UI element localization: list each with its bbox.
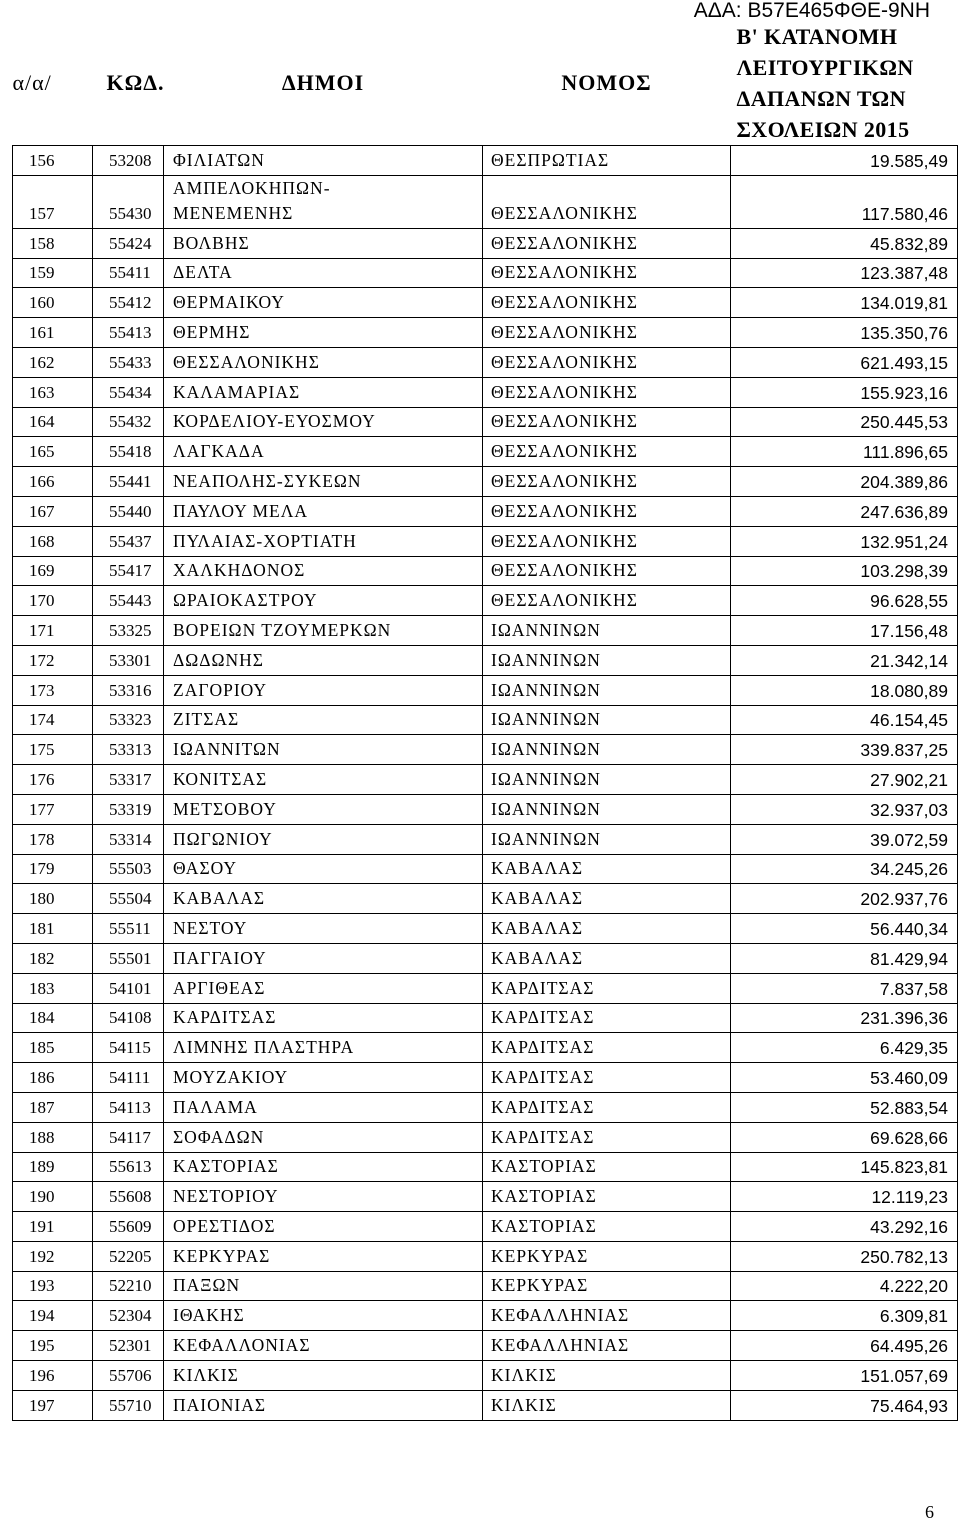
municipality-code: 55417: [93, 556, 164, 586]
prefecture-name: ΚΑΣΤΟΡΙΑΣ: [483, 1182, 731, 1212]
municipality-code: 55440: [93, 496, 164, 526]
municipality-name: ΘΑΣΟΥ: [164, 854, 483, 884]
row-number: 191: [13, 1212, 93, 1242]
row-number: 158: [13, 228, 93, 258]
row-number: 163: [13, 377, 93, 407]
prefecture-name: ΘΕΣΣΑΛΟΝΙΚΗΣ: [483, 407, 731, 437]
table-row: [13, 645, 958, 675]
table-row: [13, 914, 958, 944]
municipality-code: 52304: [93, 1301, 164, 1331]
allocation-amount: 134.019,81: [731, 288, 958, 318]
municipality-name: ΚΑΛΑΜΑΡΙΑΣ: [164, 377, 483, 407]
row-number: 166: [13, 467, 93, 497]
municipality-code: 53323: [93, 705, 164, 735]
municipality-code: 55433: [93, 347, 164, 377]
prefecture-name: ΚΙΛΚΙΣ: [483, 1361, 731, 1391]
row-number: 170: [13, 586, 93, 616]
municipality-code: 53317: [93, 765, 164, 795]
allocation-table-sheet: [12, 20, 957, 1421]
allocation-amount: 18.080,89: [731, 675, 958, 705]
allocation-amount: 69.628,66: [731, 1122, 958, 1152]
municipality-code: 55441: [93, 467, 164, 497]
prefecture-name: ΚΑΡΔΙΤΣΑΣ: [483, 1003, 731, 1033]
table-row: [13, 616, 958, 646]
municipality-name: ΠΑΞΩΝ: [164, 1271, 483, 1301]
municipality-name: ΚΙΛΚΙΣ: [164, 1361, 483, 1391]
prefecture-name: ΚΙΛΚΙΣ: [483, 1390, 731, 1420]
row-number: 161: [13, 318, 93, 348]
allocation-amount: 7.837,58: [731, 973, 958, 1003]
allocation-amount: 96.628,55: [731, 586, 958, 616]
row-number: 167: [13, 496, 93, 526]
table-row: [13, 1033, 958, 1063]
municipality-code: 55503: [93, 854, 164, 884]
prefecture-name: ΙΩΑΝΝΙΝΩΝ: [483, 645, 731, 675]
row-number: 172: [13, 645, 93, 675]
table-row: [13, 146, 958, 176]
allocation-amount: 53.460,09: [731, 1063, 958, 1093]
row-number: 197: [13, 1390, 93, 1420]
municipality-name: ΙΘΑΚΗΣ: [164, 1301, 483, 1331]
municipality-code: 53208: [93, 146, 164, 176]
prefecture-name: ΘΕΣΣΑΛΟΝΙΚΗΣ: [483, 347, 731, 377]
row-number: 156: [13, 146, 93, 176]
allocation-amount: 247.636,89: [731, 496, 958, 526]
prefecture-name: ΘΕΣΣΑΛΟΝΙΚΗΣ: [483, 467, 731, 497]
table-row: [13, 347, 958, 377]
allocation-amount: 621.493,15: [731, 347, 958, 377]
prefecture-name: ΚΑΒΑΛΑΣ: [483, 943, 731, 973]
municipality-code: 55504: [93, 884, 164, 914]
municipality-name: ΚΑΣΤΟΡΙΑΣ: [164, 1152, 483, 1182]
municipality-code: 54113: [93, 1092, 164, 1122]
allocation-amount: 135.350,76: [731, 318, 958, 348]
row-number: 187: [13, 1092, 93, 1122]
municipality-name: ΑΡΓΙΘΕΑΣ: [164, 973, 483, 1003]
row-number: 183: [13, 973, 93, 1003]
municipality-code: 55511: [93, 914, 164, 944]
municipality-name: ΛΑΓΚΑΔΑ: [164, 437, 483, 467]
municipality-name: ΖΙΤΣΑΣ: [164, 705, 483, 735]
municipality-code: 55418: [93, 437, 164, 467]
municipality-code: 55413: [93, 318, 164, 348]
municipality-name: ΔΩΔΩΝΗΣ: [164, 645, 483, 675]
municipality-name: ΟΡΕΣΤΙΔΟΣ: [164, 1212, 483, 1242]
table-row: [13, 1301, 958, 1331]
prefecture-name: ΚΑΡΔΙΤΣΑΣ: [483, 973, 731, 1003]
allocation-amount: 6.429,35: [731, 1033, 958, 1063]
municipality-name: ΘΕΣΣΑΛΟΝΙΚΗΣ: [164, 347, 483, 377]
table-row: [13, 1241, 958, 1271]
allocation-amount: 111.896,65: [731, 437, 958, 467]
municipality-name: ΜΟΥΖΑΚΙΟΥ: [164, 1063, 483, 1093]
allocation-amount: 250.782,13: [731, 1241, 958, 1271]
table-row: [13, 496, 958, 526]
prefecture-name: ΘΕΣΣΑΛΟΝΙΚΗΣ: [483, 318, 731, 348]
municipality-name: ΘΕΡΜΑΙΚΟΥ: [164, 288, 483, 318]
municipality-code: 55710: [93, 1390, 164, 1420]
municipality-code: 55443: [93, 586, 164, 616]
prefecture-name: ΚΑΒΑΛΑΣ: [483, 884, 731, 914]
table-row: [13, 675, 958, 705]
prefecture-name: ΙΩΑΝΝΙΝΩΝ: [483, 735, 731, 765]
allocation-amount: 250.445,53: [731, 407, 958, 437]
allocation-amount: 32.937,03: [731, 794, 958, 824]
municipality-name: ΚΟΝΙΤΣΑΣ: [164, 765, 483, 795]
row-number: 182: [13, 943, 93, 973]
prefecture-name: ΙΩΑΝΝΙΝΩΝ: [483, 824, 731, 854]
allocation-amount: 6.309,81: [731, 1301, 958, 1331]
header-allocation-line: ΔΑΠΑΝΩΝ ΤΩΝ: [736, 85, 906, 111]
table-row: [13, 824, 958, 854]
municipality-name: ΚΕΦΑΛΛΟΝΙΑΣ: [164, 1331, 483, 1361]
allocation-amount: 145.823,81: [731, 1152, 958, 1182]
row-number: 180: [13, 884, 93, 914]
prefecture-name: ΘΕΣΠΡΩΤΙΑΣ: [483, 146, 731, 176]
prefecture-name: ΚΕΦΑΛΛΗΝΙΑΣ: [483, 1301, 731, 1331]
municipality-code: 55430: [93, 175, 164, 228]
table-header: [13, 20, 958, 146]
municipality-name: ΛΙΜΝΗΣ ΠΛΑΣΤΗΡΑ: [164, 1033, 483, 1063]
allocation-amount: 12.119,23: [731, 1182, 958, 1212]
row-number: 160: [13, 288, 93, 318]
allocation-amount: 64.495,26: [731, 1331, 958, 1361]
header-allocation-line: ΣΧΟΛΕΙΩΝ 2015: [736, 116, 910, 142]
municipality-name: ΠΑΙΟΝΙΑΣ: [164, 1390, 483, 1420]
municipality-code: 55613: [93, 1152, 164, 1182]
table-body: [13, 146, 958, 1421]
allocation-amount: 45.832,89: [731, 228, 958, 258]
prefecture-name: ΘΕΣΣΑΛΟΝΙΚΗΣ: [483, 228, 731, 258]
prefecture-name: ΘΕΣΣΑΛΟΝΙΚΗΣ: [483, 377, 731, 407]
allocation-amount: 75.464,93: [731, 1390, 958, 1420]
table-row: [13, 765, 958, 795]
municipality-code: 53301: [93, 645, 164, 675]
table-row: [13, 884, 958, 914]
header-municipality: ΔΗΜΟΙ: [281, 69, 365, 95]
municipality-name: ΠΩΓΩΝΙΟΥ: [164, 824, 483, 854]
table-row: [13, 1271, 958, 1301]
header-serial-number: α/α/: [12, 69, 52, 95]
prefecture-name: ΙΩΑΝΝΙΝΩΝ: [483, 765, 731, 795]
municipality-code: 52205: [93, 1241, 164, 1271]
municipality-code: 55434: [93, 377, 164, 407]
row-number: 157: [13, 175, 93, 228]
table-row: [13, 228, 958, 258]
row-number: 169: [13, 556, 93, 586]
table-row: [13, 1182, 958, 1212]
allocation-amount: 17.156,48: [731, 616, 958, 646]
municipality-code: 55501: [93, 943, 164, 973]
row-number: 189: [13, 1152, 93, 1182]
municipality-code: 55608: [93, 1182, 164, 1212]
page-number: 6: [925, 1502, 934, 1522]
municipality-code: 54101: [93, 973, 164, 1003]
row-number: 165: [13, 437, 93, 467]
row-number: 178: [13, 824, 93, 854]
row-number: 195: [13, 1331, 93, 1361]
table-row: [13, 377, 958, 407]
municipality-name: ΦΙΛΙΑΤΩΝ: [164, 146, 483, 176]
municipality-code: 54111: [93, 1063, 164, 1093]
prefecture-name: ΙΩΑΝΝΙΝΩΝ: [483, 705, 731, 735]
municipality-name: ΚΑΡΔΙΤΣΑΣ: [164, 1003, 483, 1033]
allocation-amount: 231.396,36: [731, 1003, 958, 1033]
prefecture-name: ΚΕΦΑΛΛΗΝΙΑΣ: [483, 1331, 731, 1361]
prefecture-name: ΘΕΣΣΑΛΟΝΙΚΗΣ: [483, 556, 731, 586]
row-number: 190: [13, 1182, 93, 1212]
table-row: [13, 1152, 958, 1182]
municipality-name: ΧΑΛΚΗΔΟΝΟΣ: [164, 556, 483, 586]
table-row: [13, 437, 958, 467]
allocation-table: [12, 20, 958, 1421]
allocation-amount: 81.429,94: [731, 943, 958, 973]
row-number: 174: [13, 705, 93, 735]
prefecture-name: ΚΑΣΤΟΡΙΑΣ: [483, 1212, 731, 1242]
municipality-code: 55706: [93, 1361, 164, 1391]
table-row: [13, 1212, 958, 1242]
municipality-code: 53314: [93, 824, 164, 854]
municipality-name: ΑΜΠΕΛΟΚΗΠΩΝ- ΜΕΝΕΜΕΝΗΣ: [164, 175, 483, 228]
table-row: [13, 586, 958, 616]
municipality-name: ΙΩΑΝΝΙΤΩΝ: [164, 735, 483, 765]
header-allocation-line: ΛΕΙΤΟΥΡΓΙΚΩΝ: [736, 54, 914, 80]
allocation-amount: 123.387,48: [731, 258, 958, 288]
allocation-amount: 19.585,49: [731, 146, 958, 176]
municipality-name: ΝΕΑΠΟΛΗΣ-ΣΥΚΕΩΝ: [164, 467, 483, 497]
table-row: [13, 735, 958, 765]
prefecture-name: ΘΕΣΣΑΛΟΝΙΚΗΣ: [483, 526, 731, 556]
row-number: 186: [13, 1063, 93, 1093]
municipality-name: ΠΑΓΓΑΙΟΥ: [164, 943, 483, 973]
allocation-amount: 117.580,46: [731, 175, 958, 228]
table-row: [13, 1003, 958, 1033]
ada-number: ΑΔΑ: Β57Ε465ΦΘΕ-9ΝΗ: [693, 0, 930, 22]
prefecture-name: ΚΑΒΑΛΑΣ: [483, 854, 731, 884]
municipality-name: ΒΟΛΒΗΣ: [164, 228, 483, 258]
row-number: 162: [13, 347, 93, 377]
prefecture-name: ΘΕΣΣΑΛΟΝΙΚΗΣ: [483, 258, 731, 288]
municipality-name: ΩΡΑΙΟΚΑΣΤΡΟΥ: [164, 586, 483, 616]
table-row: [13, 973, 958, 1003]
allocation-amount: 204.389,86: [731, 467, 958, 497]
table-row: [13, 943, 958, 973]
allocation-amount: 4.222,20: [731, 1271, 958, 1301]
municipality-code: 53316: [93, 675, 164, 705]
table-row: [13, 1361, 958, 1391]
allocation-amount: 39.072,59: [731, 824, 958, 854]
prefecture-name: ΚΑΡΔΙΤΣΑΣ: [483, 1092, 731, 1122]
row-number: 179: [13, 854, 93, 884]
municipality-name: ΚΕΡΚΥΡΑΣ: [164, 1241, 483, 1271]
table-row: [13, 1390, 958, 1420]
table-row: [13, 258, 958, 288]
allocation-amount: 46.154,45: [731, 705, 958, 735]
municipality-code: 55412: [93, 288, 164, 318]
municipality-name: ΝΕΣΤΟΥ: [164, 914, 483, 944]
allocation-amount: 34.245,26: [731, 854, 958, 884]
municipality-name: ΝΕΣΤΟΡΙΟΥ: [164, 1182, 483, 1212]
table-row: [13, 556, 958, 586]
row-number: 184: [13, 1003, 93, 1033]
prefecture-name: ΚΑΡΔΙΤΣΑΣ: [483, 1063, 731, 1093]
allocation-amount: 52.883,54: [731, 1092, 958, 1122]
row-number: 164: [13, 407, 93, 437]
prefecture-name: ΚΕΡΚΥΡΑΣ: [483, 1241, 731, 1271]
row-number: 192: [13, 1241, 93, 1271]
row-number: 185: [13, 1033, 93, 1063]
header-prefecture: ΝΟΜΟΣ: [561, 69, 652, 95]
prefecture-name: ΙΩΑΝΝΙΝΩΝ: [483, 616, 731, 646]
prefecture-name: ΘΕΣΣΑΛΟΝΙΚΗΣ: [483, 288, 731, 318]
table-row: [13, 1331, 958, 1361]
header-allocation-line: Β' ΚΑΤΑΝΟΜΗ: [736, 23, 898, 49]
table-row: [13, 526, 958, 556]
prefecture-name: ΘΕΣΣΑΛΟΝΙΚΗΣ: [483, 175, 731, 228]
prefecture-name: ΙΩΑΝΝΙΝΩΝ: [483, 675, 731, 705]
municipality-name: ΠΥΛΑΙΑΣ-ΧΟΡΤΙΑΤΗ: [164, 526, 483, 556]
prefecture-name: ΘΕΣΣΑΛΟΝΙΚΗΣ: [483, 496, 731, 526]
table-row: [13, 794, 958, 824]
municipality-code: 53313: [93, 735, 164, 765]
municipality-name: ΒΟΡΕΙΩΝ ΤΖΟΥΜΕΡΚΩΝ: [164, 616, 483, 646]
municipality-code: 53325: [93, 616, 164, 646]
prefecture-name: ΘΕΣΣΑΛΟΝΙΚΗΣ: [483, 586, 731, 616]
table-row: [13, 288, 958, 318]
row-number: 173: [13, 675, 93, 705]
municipality-name: ΜΕΤΣΟΒΟΥ: [164, 794, 483, 824]
prefecture-name: ΚΑΣΤΟΡΙΑΣ: [483, 1152, 731, 1182]
allocation-amount: 202.937,76: [731, 884, 958, 914]
municipality-code: 55424: [93, 228, 164, 258]
row-number: 175: [13, 735, 93, 765]
allocation-amount: 27.902,21: [731, 765, 958, 795]
row-number: 181: [13, 914, 93, 944]
municipality-name: ΖΑΓΟΡΙΟΥ: [164, 675, 483, 705]
allocation-amount: 103.298,39: [731, 556, 958, 586]
municipality-code: 55609: [93, 1212, 164, 1242]
table-row: [13, 407, 958, 437]
municipality-name: ΔΕΛΤΑ: [164, 258, 483, 288]
municipality-name: ΠΑΥΛΟΥ ΜΕΛΑ: [164, 496, 483, 526]
allocation-amount: 339.837,25: [731, 735, 958, 765]
allocation-amount: 155.923,16: [731, 377, 958, 407]
table-row: [13, 1092, 958, 1122]
municipality-name: ΚΑΒΑΛΑΣ: [164, 884, 483, 914]
municipality-code: 54115: [93, 1033, 164, 1063]
table-row: [13, 1122, 958, 1152]
municipality-name: ΠΑΛΑΜΑ: [164, 1092, 483, 1122]
allocation-amount: 56.440,34: [731, 914, 958, 944]
table-row: [13, 175, 958, 228]
allocation-amount: 132.951,24: [731, 526, 958, 556]
prefecture-name: ΙΩΑΝΝΙΝΩΝ: [483, 794, 731, 824]
municipality-code: 52210: [93, 1271, 164, 1301]
header-row: [13, 20, 958, 146]
municipality-code: 54108: [93, 1003, 164, 1033]
row-number: 159: [13, 258, 93, 288]
prefecture-name: ΚΑΡΔΙΤΣΑΣ: [483, 1033, 731, 1063]
table-row: [13, 705, 958, 735]
municipality-code: 55437: [93, 526, 164, 556]
municipality-code: 55411: [93, 258, 164, 288]
municipality-code: 54117: [93, 1122, 164, 1152]
municipality-name: ΣΟΦΑΔΩΝ: [164, 1122, 483, 1152]
row-number: 196: [13, 1361, 93, 1391]
prefecture-name: ΚΑΒΑΛΑΣ: [483, 914, 731, 944]
table-row: [13, 318, 958, 348]
table-row: [13, 854, 958, 884]
header-code: ΚΩΔ.: [106, 69, 165, 95]
municipality-name: ΚΟΡΔΕΛΙΟΥ-ΕΥΟΣΜΟΥ: [164, 407, 483, 437]
row-number: 171: [13, 616, 93, 646]
table-row: [13, 467, 958, 497]
header-allocation: [731, 20, 958, 146]
row-number: 168: [13, 526, 93, 556]
row-number: 176: [13, 765, 93, 795]
allocation-amount: 21.342,14: [731, 645, 958, 675]
allocation-amount: 151.057,69: [731, 1361, 958, 1391]
row-number: 194: [13, 1301, 93, 1331]
municipality-code: 53319: [93, 794, 164, 824]
municipality-code: 55432: [93, 407, 164, 437]
prefecture-name: ΚΕΡΚΥΡΑΣ: [483, 1271, 731, 1301]
prefecture-name: ΘΕΣΣΑΛΟΝΙΚΗΣ: [483, 437, 731, 467]
allocation-amount: 43.292,16: [731, 1212, 958, 1242]
table-row: [13, 1063, 958, 1093]
row-number: 188: [13, 1122, 93, 1152]
municipality-name: ΘΕΡΜΗΣ: [164, 318, 483, 348]
row-number: 193: [13, 1271, 93, 1301]
row-number: 177: [13, 794, 93, 824]
municipality-code: 52301: [93, 1331, 164, 1361]
prefecture-name: ΚΑΡΔΙΤΣΑΣ: [483, 1122, 731, 1152]
